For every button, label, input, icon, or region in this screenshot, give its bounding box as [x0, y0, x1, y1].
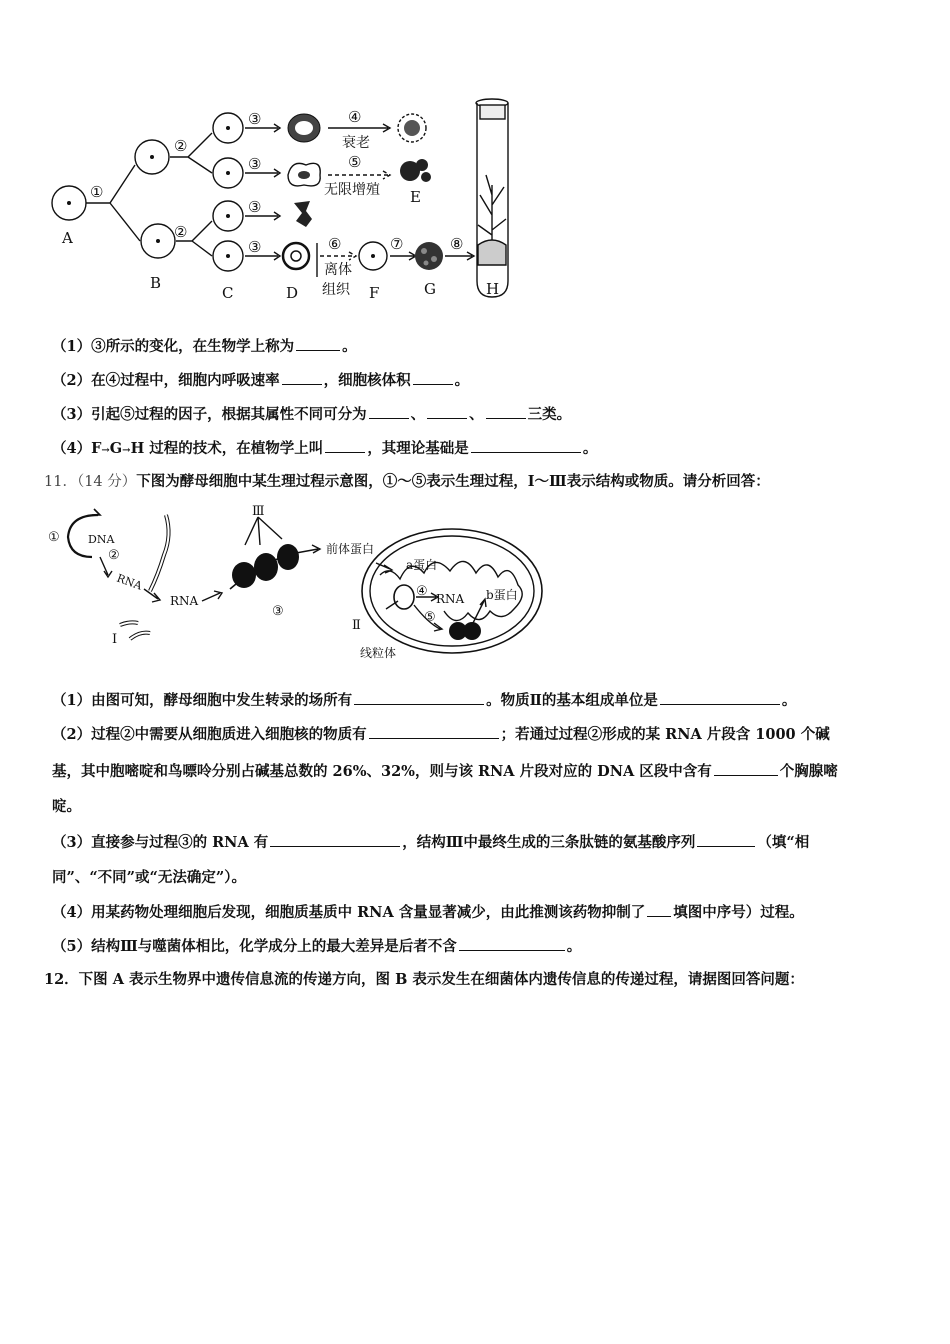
punct: 。 [566, 938, 582, 955]
q11-part2 [52, 724, 912, 745]
question-text: 12．下图 A 表示生物界中遗传信息流的传递方向，图 B 表示发生在细菌体内遗传信息的传递过程，请据图回答问题： [44, 971, 804, 988]
label-i: Ⅰ [112, 632, 118, 647]
q11-part5 [52, 936, 912, 957]
q10-part3 [52, 404, 912, 425]
q11-part3-cont [52, 868, 912, 888]
label-a: A [62, 229, 73, 247]
answer-blank[interactable] [282, 370, 322, 385]
step-3-b: ③ [248, 155, 262, 173]
label-c1: ① [48, 530, 60, 545]
q11-part1-mid: 。物质Ⅱ的基本组成单位是 [486, 692, 658, 709]
q11-part1 [52, 690, 912, 711]
label-dna: DNA [88, 533, 115, 546]
answer-blank[interactable] [354, 690, 484, 705]
question-text: 下图为酵母细胞中某生理过程示意图，①～⑤表示生理过程，Ⅰ～Ⅲ表示结构或物质。请分析回答： [136, 473, 770, 490]
answer-blank[interactable] [471, 438, 581, 453]
q10-part1-text: （1）③所示的变化，在生物学上称为 [52, 338, 295, 355]
label-isolated: 离体 [324, 262, 352, 278]
step-5: ⑤ [348, 153, 362, 171]
label-b: B [150, 274, 162, 292]
q11-part2-text: （2）过程②中需要从细胞质进入细胞核的物质有 [52, 726, 367, 743]
q11-part2-text3: 啶。 [52, 798, 81, 815]
label-a-protein: a蛋白 [406, 558, 438, 572]
label-c2: ② [108, 548, 120, 563]
arrow: → [101, 445, 110, 456]
punct: 。 [454, 372, 470, 389]
q11-part5-text: （5）结构Ⅲ与噬菌体相比，化学成分上的最大差异是后者不含 [52, 938, 457, 955]
answer-blank[interactable] [369, 724, 499, 739]
answer-blank[interactable] [427, 404, 467, 419]
q10-part2-mid: ，细胞核体积 [323, 372, 411, 389]
question-score: （14 分） [76, 474, 137, 490]
answer-blank[interactable] [270, 832, 400, 847]
label-c4: ④ [416, 584, 428, 599]
q10-part2-text: （2）在④过程中，细胞内呼吸速率 [52, 372, 280, 389]
q11-part3-text2: 同”、“不同”或“无法确定”）。 [52, 869, 246, 886]
step-3-d: ③ [248, 238, 262, 256]
punct: 、 [410, 406, 426, 423]
label-c: C [222, 284, 234, 302]
step-7: ⑦ [390, 235, 404, 253]
q10-part3-end: 三类。 [527, 406, 572, 423]
q11-part4-text: （4）用某药物处理细胞后发现，细胞质基质中 RNA 含量显著减少，由此推测该药物抑制了 [52, 904, 646, 921]
q11-part2-text2: 基，其中胞嘧啶和鸟嘌呤分别占碱基总数的 26%、32%，则与该 RNA 片段对应的 DNA 区段中含有 [52, 763, 712, 780]
label-g: G [109, 440, 123, 457]
label-d: D [286, 284, 299, 302]
test-tube-plantlet [476, 99, 508, 297]
label-iii: Ⅲ [252, 505, 265, 519]
step-1: ① [90, 183, 104, 201]
label-rna-2: RNA [170, 594, 199, 608]
step-8: ⑧ [450, 235, 464, 253]
q11-part3-text: （3）直接参与过程③的 RNA 有 [52, 834, 269, 851]
label-e: E [410, 188, 421, 206]
q11-part2-mid: ；若通过过程②形成的某 RNA 片段含 1000 个碱 [500, 726, 830, 743]
q10-part2 [52, 370, 912, 391]
step-2-upper: ② [174, 137, 188, 155]
answer-blank[interactable] [697, 832, 755, 847]
step-6: ⑥ [328, 235, 342, 253]
label-tissue: 组织 [322, 282, 350, 298]
answer-blank[interactable] [660, 690, 780, 705]
step-3-c: ③ [248, 198, 262, 216]
q11-part3-mid: ，结构Ⅲ中最终生成的三条肽链的氨基酸序列 [402, 834, 696, 851]
answer-blank[interactable] [486, 404, 526, 419]
q11-part2-cont [52, 761, 912, 782]
answer-blank[interactable] [296, 336, 340, 351]
yeast-expression-figure [40, 505, 560, 665]
label-unlimited: 无限增殖 [324, 182, 380, 198]
label-c5: ⑤ [424, 610, 436, 625]
q10-part1 [52, 336, 912, 357]
label-f: F [369, 284, 380, 302]
q11-stem [44, 472, 904, 492]
answer-blank[interactable] [714, 761, 778, 776]
q10-part4-mid2: ，其理论基础是 [367, 440, 469, 457]
step-2-lower: ② [174, 223, 188, 241]
label-aging: 衰老 [342, 135, 370, 151]
q11-part2-end: 个胸腺嘧 [779, 763, 838, 780]
label-ii: Ⅱ [352, 618, 361, 633]
q11-part3 [52, 832, 912, 853]
q11-part1-text: （1）由图可知，酵母细胞中发生转录的场所有 [52, 692, 353, 709]
step-4: ④ [348, 108, 362, 126]
label-h: H [486, 280, 500, 298]
punct: 、 [469, 406, 484, 423]
label-rna: RNA [114, 571, 144, 593]
label-g: G [424, 280, 436, 298]
cell-differentiation-figure [40, 95, 520, 305]
q12-stem [44, 970, 904, 990]
punct: 。 [781, 692, 797, 709]
q10-part4 [52, 438, 912, 461]
answer-blank[interactable] [325, 438, 365, 453]
punct: 。 [342, 338, 357, 355]
punct: 。 [582, 440, 598, 457]
label-c3: ③ [272, 604, 284, 619]
label-rna-3: RNA [436, 592, 465, 606]
answer-blank[interactable] [369, 404, 409, 419]
answer-blank[interactable] [413, 370, 453, 385]
label-mitochondrion: 线粒体 [360, 646, 397, 660]
q10-part4-text: （4）F [52, 440, 102, 457]
answer-blank[interactable] [647, 902, 671, 917]
q10-part3-text: （3）引起⑤过程的因子，根据其属性不同可分为 [52, 406, 367, 423]
answer-blank[interactable] [459, 936, 565, 951]
step-3-a: ③ [248, 110, 262, 128]
q10-part4-mid: H 过程的技术，在植物学上叫 [130, 440, 324, 457]
label-b-protein: b蛋白 [486, 588, 518, 602]
q11-part3-end: （填“相 [757, 834, 810, 851]
label-precursor: 前体蛋白 [326, 542, 375, 556]
q11-part4 [52, 902, 912, 923]
arrow: → [122, 445, 131, 456]
q11-part2-cont2 [52, 797, 912, 817]
question-number: 11． [44, 474, 77, 490]
q11-part4-end: 填图中序号）过程。 [673, 904, 804, 921]
